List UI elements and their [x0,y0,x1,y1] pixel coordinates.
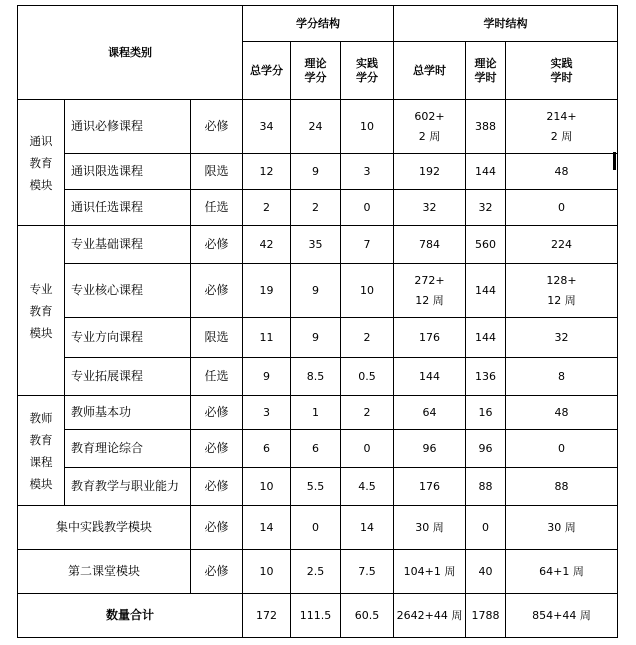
practice-hours-header [506,42,618,100]
total-hours [394,190,466,226]
total-hours-line: 272+ [414,273,445,287]
practice-hours-line: 48 [554,164,569,178]
theory-credits: 35 [291,226,341,264]
course-type: 必修 [191,226,243,264]
table-row [18,468,618,506]
course-type: 必修 [191,396,243,430]
total-credits: 19 [243,264,291,318]
practice-hours-line: 88 [554,479,569,493]
module-name-line: 教育 [29,303,53,318]
table-row [18,190,618,226]
header-line: 学时 [550,70,573,84]
theory-hours: 0 [466,506,506,550]
total-hours [394,318,466,358]
theory-credits: 1 [291,396,341,430]
total-credits: 34 [243,100,291,154]
practice-hours-line: 0 [558,441,566,455]
total-credits: 11 [243,318,291,358]
practice-credits: 3 [341,154,394,190]
practice-hours [506,190,618,226]
course-type: 必修 [191,100,243,154]
practice-credits: 2 [341,396,394,430]
course-type: 限选 [191,154,243,190]
practice-hours-line: 32 [554,330,569,344]
credit-hour-table [17,5,618,638]
theory-hours: 144 [466,318,506,358]
course-type: 必修 [191,264,243,318]
total-credits: 6 [243,430,291,468]
total-credits: 42 [243,226,291,264]
practice-hours [506,430,618,468]
header-line: 学时 [474,70,497,84]
total-hours-line: 144 [419,369,441,383]
theory-credits: 24 [291,100,341,154]
theory-hours: 144 [466,154,506,190]
practice-credits: 14 [341,506,394,550]
header-line: 学分 [356,70,379,84]
practice-hours: 64+1 周 [506,550,618,594]
practice-credits: 0.5 [341,358,394,396]
course-name: 教育教学与职业能力 [65,468,191,506]
module-name-line: 课程 [29,454,53,469]
theory-hours: 144 [466,264,506,318]
total-hours [394,468,466,506]
practice-credits: 0 [341,430,394,468]
course-type: 任选 [191,358,243,396]
practice-hours-line: 12 周 [547,293,576,307]
total-practice-hours: 854+44 周 [506,594,618,638]
course-name: 通识限选课程 [65,154,191,190]
theory-hours-header [466,42,506,100]
credit-structure-header: 学分结构 [243,6,394,42]
course-category-header: 课程类别 [18,6,243,100]
total-credits: 10 [243,550,291,594]
practice-hours-line: 2 周 [550,129,573,143]
total-theory-credits: 111.5 [291,594,341,638]
practice-hours-line: 224 [551,237,573,251]
total-hours-line: 784 [419,237,441,251]
practice-credits: 10 [341,100,394,154]
theory-credits: 9 [291,264,341,318]
table-row [18,264,618,318]
theory-hours: 136 [466,358,506,396]
practice-hours [506,226,618,264]
practice-credits: 2 [341,318,394,358]
total-total-credits: 172 [243,594,291,638]
theory-credits-header [291,42,341,100]
module-name-line: 通识 [29,133,53,148]
total-credits: 14 [243,506,291,550]
practice-hours [506,358,618,396]
theory-hours: 388 [466,100,506,154]
course-name: 通识任选课程 [65,190,191,226]
total-credits: 12 [243,154,291,190]
practice-credits: 7 [341,226,394,264]
module-row [18,506,618,550]
table-row [18,226,618,264]
theory-hours: 16 [466,396,506,430]
course-name: 教育理论综合 [65,430,191,468]
module-row [18,550,618,594]
total-total-hours: 2642+44 周 [394,594,466,638]
total-hours [394,430,466,468]
total-hours [394,226,466,264]
practice-hours-line: 48 [554,405,569,419]
table-row [18,100,618,154]
module-name-line: 教育 [29,155,53,170]
total-credits: 3 [243,396,291,430]
course-name: 通识必修课程 [65,100,191,154]
course-name: 教师基本功 [65,396,191,430]
practice-hours: 30 周 [506,506,618,550]
total-credits: 9 [243,358,291,396]
total-hours-line: 602+ [414,109,445,123]
module-name [18,396,65,506]
module-name [18,226,65,396]
total-hours [394,154,466,190]
total-hours [394,358,466,396]
module-name [18,100,65,226]
total-credits-header: 总学分 [243,42,291,100]
course-name: 专业基础课程 [65,226,191,264]
total-hours-line: 176 [419,479,441,493]
total-practice-credits: 60.5 [341,594,394,638]
header-line: 实践 [356,56,379,70]
total-hours: 30 周 [394,506,466,550]
theory-hours: 32 [466,190,506,226]
theory-hours: 560 [466,226,506,264]
total-hours-line: 96 [422,441,437,455]
theory-credits: 9 [291,318,341,358]
total-hours [394,396,466,430]
practice-hours [506,468,618,506]
course-type: 限选 [191,318,243,358]
course-type: 任选 [191,190,243,226]
module-name-line: 模块 [29,325,53,340]
practice-hours [506,154,618,190]
module-name-line: 专业 [29,281,53,296]
total-hours-line: 12 周 [415,293,444,307]
theory-credits: 0 [291,506,341,550]
practice-credits: 7.5 [341,550,394,594]
theory-hours: 96 [466,430,506,468]
theory-credits: 9 [291,154,341,190]
practice-hours-line: 128+ [546,273,577,287]
practice-hours [506,264,618,318]
header-line: 实践 [550,56,573,70]
practice-hours-line: 8 [558,369,566,383]
total-hours-line: 2 周 [418,129,441,143]
header-line: 理论 [474,56,497,70]
practice-hours-line: 214+ [546,109,577,123]
table-row [18,430,618,468]
module-name-line: 模块 [29,476,53,491]
table-row [18,396,618,430]
practice-credits: 4.5 [341,468,394,506]
practice-credits: 10 [341,264,394,318]
total-hours [394,264,466,318]
theory-credits: 2 [291,190,341,226]
total-hours-line: 192 [419,164,441,178]
total-hours-line: 64 [422,405,437,419]
practice-hours-line: 0 [558,200,566,214]
total-theory-hours: 1788 [466,594,506,638]
theory-credits: 8.5 [291,358,341,396]
header-row-1 [18,6,618,42]
course-type: 必修 [191,506,243,550]
hour-structure-header: 学时结构 [394,6,618,42]
module-name-line: 模块 [29,177,53,192]
table-row [18,318,618,358]
course-type: 必修 [191,430,243,468]
course-name: 专业方向课程 [65,318,191,358]
theory-hours: 40 [466,550,506,594]
practice-credits-header [341,42,394,100]
module-name-line: 教育 [29,432,53,447]
module-course-name: 集中实践教学模块 [18,506,191,550]
course-type: 必修 [191,550,243,594]
total-hours: 104+1 周 [394,550,466,594]
practice-hours [506,396,618,430]
theory-credits: 5.5 [291,468,341,506]
total-hours [394,100,466,154]
practice-hours [506,318,618,358]
total-row [18,594,618,638]
module-course-name: 第二课堂模块 [18,550,191,594]
course-type: 必修 [191,468,243,506]
theory-credits: 2.5 [291,550,341,594]
practice-hours [506,100,618,154]
course-name: 专业核心课程 [65,264,191,318]
total-credits: 10 [243,468,291,506]
theory-hours: 88 [466,468,506,506]
total-credits: 2 [243,190,291,226]
total-hours-line: 176 [419,330,441,344]
header-line: 理论 [304,56,327,70]
course-name: 专业拓展课程 [65,358,191,396]
total-hours-header: 总学时 [394,42,466,100]
table-row [18,358,618,396]
theory-credits: 6 [291,430,341,468]
edge-marker [613,152,616,170]
table-row [18,154,618,190]
header-line: 学分 [304,70,327,84]
total-label: 数量合计 [18,594,243,638]
total-hours-line: 32 [422,200,437,214]
module-name-line: 教师 [29,410,53,425]
practice-credits: 0 [341,190,394,226]
